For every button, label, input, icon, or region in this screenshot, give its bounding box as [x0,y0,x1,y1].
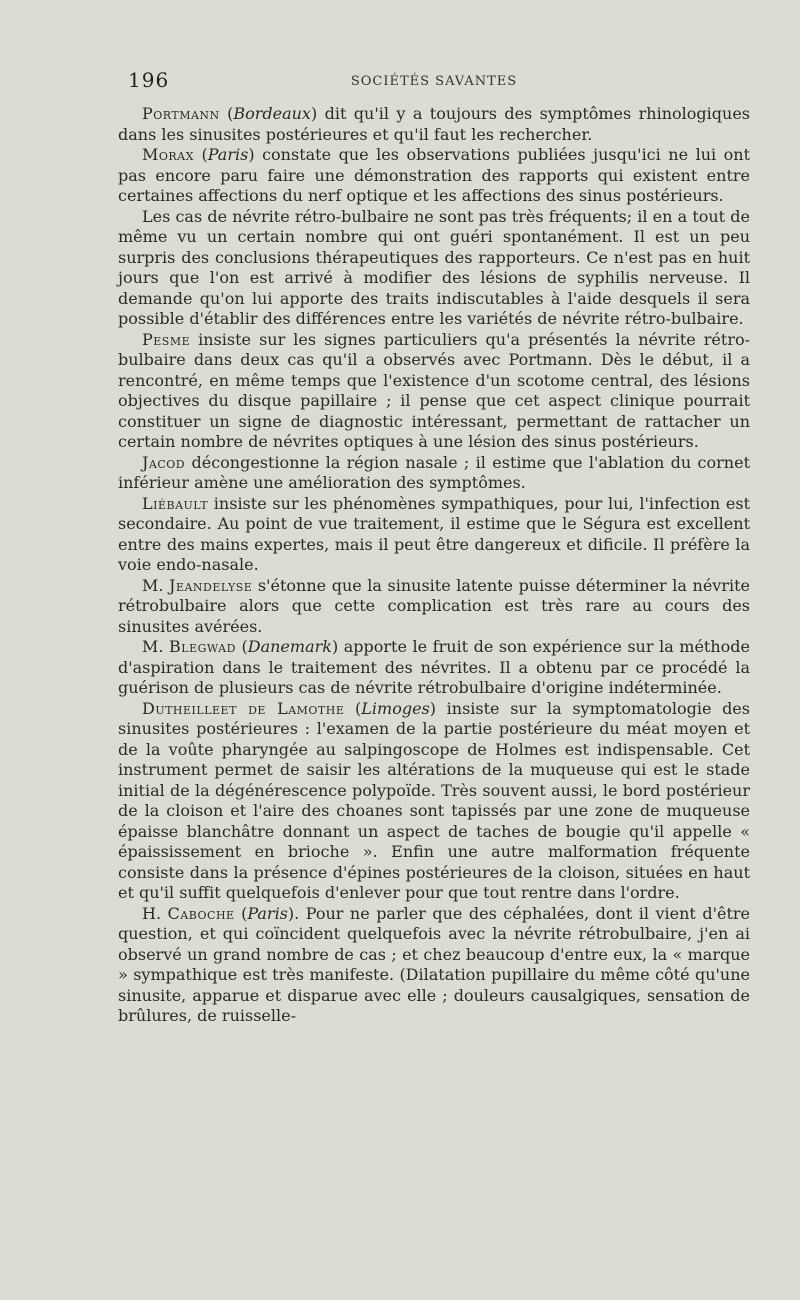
paragraph-text: ) insiste sur la symptomatologie des sinusites postérieures : l'examen de la partie postérieure du méat moyen et de la voûte pharyngée au salpingoscope de Holmes est indispensable. Cet instrument permet de saisir les altérations de la muqueuse qui est le stade initial de la dégénérescence polypoïde. Très souvent aussi, le bord postérieur de la cloison et l'aire des choanes sont tapissés par une zone de muqueuse épaisse blanchâtre donnant un aspect de taches de bougie qu'il appelle « épaississement en brioche ». Enfin une autre malformation fréquente consiste dans la présence d'épines postérieures de la cloison, situées en haut et qu'il suffit quelquefois d'enlever pour que tout rentre dans l'ordre. [118,698,750,902]
paragraph-text: ( [235,637,248,656]
paragraph [118,699,750,904]
paragraph-text: s'étonne que la sinusite latente puisse déterminer la névrite rétrobulbaire alors que cette complication est très rare au cours des sinusites avérées. [118,575,750,636]
paragraph [118,330,750,453]
page-header [118,64,750,104]
author-name: Jeandelyse [169,575,253,595]
paragraph [118,453,750,494]
paragraph-text: insiste sur les phénomènes sympathiques, pour lui, l'infection est secondaire. Au point de vue traitement, il estime que le Ségura est excellent entre des mains expertes, mais il peut être dangereux et dificile. Il préfère la voie endo-nasale. [118,493,750,574]
paragraph-text: M. [142,575,170,595]
paragraph [118,104,750,145]
paragraph-text: M. [142,637,170,656]
paragraph [118,576,750,638]
paragraph-text: ) constate que les observations publiées jusqu'ici ne lui ont pas encore paru faire une démonstration des rapports qui existent entre certaines affections du nerf optique et les affections des sinus postérieurs. [118,145,751,205]
paragraph [118,904,750,1027]
place-name: Danemark [247,637,332,656]
author-name: Jacod [142,452,186,472]
paragraph-text: ( [219,104,234,123]
paragraph-text: Les cas de névrite rétro-bulbaire ne sont pas très fréquents; il en a tout de même vu un certain nombre qui ont guéri spontanément. Il est un peu surpris des conclusions thérapeutiques des rapporteurs. Ce n'est pas en huit jours que l'on est arrivé à modifier des lésions de syphilis nerveuse. Il demande qu'on lui apporte des traits indiscutables à l'aide desquels il sera possible d'établir des différences entre les variétés de névrite rétro-bulbaire. [118,206,750,328]
author-name: Morax [142,145,194,164]
paragraph [118,494,750,576]
paragraph-text: ( [344,698,362,718]
author-name: Caboche [167,903,235,923]
author-name: Pesme [142,329,191,349]
author-name: Portmann [142,104,220,123]
paragraph-text: ( [234,903,248,923]
body-text [118,104,750,1027]
place-name: Paris [207,145,249,164]
paragraph-text: ( [193,145,208,164]
page-number: 196 [128,68,170,92]
place-name: Limoges [361,698,430,718]
paragraph [118,207,750,330]
paragraph-text: ) dit qu'il y a toujours des symptômes rhinologiques dans les sinusites postérieures et qu'il faut les rechercher. [118,104,750,144]
author-name: Blegwad [169,637,236,656]
place-name: Bordeaux [233,104,311,123]
place-name: Paris [247,903,288,923]
paragraph-text: ). Pour ne parler que des céphalées, dont il vient d'être question, et qui coïncident quelquefois avec la névrite rétrobulbaire, j'en ai observé un grand nombre de cas ; et chez beaucoup d'entre eux, la « marque » sympathique est très manifeste. (Dilatation pupillaire du même côté qu'une sinusite, apparue et disparue avec elle ; douleurs causalgiques, sensation de brûlures, de ruisselle- [118,903,751,1025]
paragraph [118,637,750,699]
running-title: SOCIÉTÉS SAVANTES [350,74,518,89]
paragraph-text: insiste sur les signes particuliers qu'a présentés la névrite rétro-bulbaire dans deux cas qu'il a observés avec Portmann. Dès le début, il a rencontré, en même temps que l'existence d'un scotome central, des lésions objectives du disque papillaire ; il pense que cet aspect clinique pourrait constituer un signe de diagnostic intéressant, permettant de rattacher un certain nombre de névrites optiques à une lésion des sinus postérieurs. [118,329,750,451]
paragraph-text: H. [142,903,168,923]
paragraph-text: ) apporte le fruit de son expérience sur la méthode d'aspiration dans le traitement des névrites. Il a obtenu par ce procédé la guérison de plusieurs cas de névrite rétrobulbaire d'origine indéterminée. [118,637,751,697]
paragraph [118,145,750,207]
paragraph-text: décongestionne la région nasale ; il estime que l'ablation du cornet inférieur amène une amélioration des symptômes. [118,452,750,492]
author-name: Dutheilleet de Lamothe [142,698,345,718]
author-name: Liébault [142,493,209,513]
